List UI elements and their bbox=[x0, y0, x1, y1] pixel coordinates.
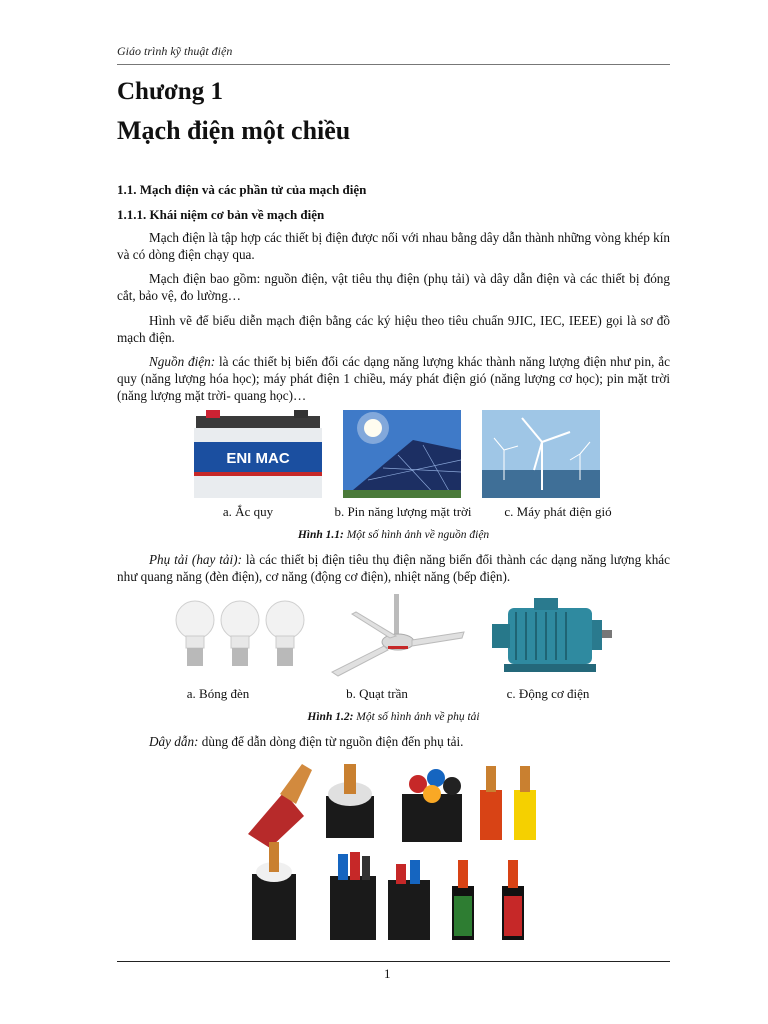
paragraph-definition bbox=[117, 229, 670, 263]
wind-turbine-image bbox=[482, 410, 600, 498]
term-load: Phụ tải (hay tải): bbox=[149, 552, 242, 567]
term-power-source: Nguồn điện: bbox=[149, 354, 216, 369]
paragraph-diagram bbox=[117, 312, 670, 346]
battery-image bbox=[188, 408, 328, 500]
paragraph-load bbox=[117, 551, 670, 585]
figure1-caption-a: a. Ắc quy bbox=[222, 504, 274, 519]
figure2-text: Một số hình ảnh về phụ tải bbox=[353, 711, 480, 723]
figure2-caption-b: b. Quạt trần bbox=[346, 686, 408, 701]
page-number: 1 bbox=[384, 966, 391, 981]
figure1-caption-b: b. Pin năng lượng mặt trời bbox=[334, 504, 472, 519]
chapter-number: Chương 1 bbox=[117, 78, 223, 105]
term-conductor: Dây dẫn: bbox=[149, 734, 199, 749]
ceiling-fan-image bbox=[328, 592, 468, 678]
footer-divider bbox=[117, 961, 670, 962]
paragraph-conductor bbox=[117, 733, 670, 750]
subsection-heading: 1.1.1. Khái niệm cơ bản về mạch điện bbox=[117, 207, 325, 222]
battery-brand-label: ENI MAC bbox=[226, 450, 290, 467]
header-divider bbox=[117, 64, 670, 65]
figure2-caption-a: a. Bóng đèn bbox=[186, 686, 250, 701]
figure1-title bbox=[117, 529, 670, 541]
figure1-label: Hình 1.1: bbox=[297, 529, 344, 541]
electric-motor-image bbox=[486, 594, 614, 678]
running-header: Giáo trình kỹ thuật điện bbox=[117, 44, 233, 58]
paragraph-text: Hình vẽ để biểu diễn mạch điện bằng các ký hiệu theo tiêu chuẩn 9JIC, IEC, IEEE) gọi là sơ đồ mạch điện. bbox=[117, 313, 670, 345]
paragraph-text: Mạch điện bao gồm: nguồn điện, vật tiêu thụ điện (phụ tải) và dây dẫn điện và các thiết bị đóng cắt, bảo vệ, đo lường… bbox=[117, 271, 670, 303]
paragraph-text: là các thiết bị điện tiêu thụ điện năng biến đổi thành các dạng năng lượng khác như quang năng (đèn điện), cơ năng (động cơ điện), nhiệt năng (bếp điện). bbox=[117, 552, 670, 584]
paragraph-power-source bbox=[117, 353, 670, 404]
paragraph-text: là các thiết bị biến đổi các dạng năng lượng khác thành năng lượng điện như pin, ắc quy (năng lượng hóa học); máy phát điện 1 chiều, máy phát điện gió (năng lượng cơ học); pin mặt trời (năng lượng mặt trời- quang học)… bbox=[117, 354, 670, 403]
light-bulb-image bbox=[170, 592, 310, 678]
cables-image bbox=[240, 756, 558, 942]
solar-panel-image bbox=[343, 410, 461, 498]
figure2-caption-c: c. Động cơ điện bbox=[506, 686, 590, 701]
paragraph-text: Mạch điện là tập hợp các thiết bị điện được nối với nhau bằng dây dẫn thành những vòng khép kín và có dòng điện chạy qua. bbox=[117, 230, 670, 262]
figure2-label: Hình 1.2: bbox=[307, 711, 354, 723]
chapter-title: Mạch điện một chiều bbox=[117, 116, 351, 145]
paragraph-text: dùng để dẫn dòng điện từ nguồn điện đến phụ tải. bbox=[198, 734, 464, 749]
section-heading: 1.1. Mạch điện và các phần tử của mạch điện bbox=[117, 182, 367, 197]
figure1-text: Một số hình ảnh về nguồn điện bbox=[343, 529, 490, 541]
figure2-title bbox=[117, 711, 670, 723]
paragraph-components bbox=[117, 270, 670, 304]
figure1-caption-c: c. Máy phát điện gió bbox=[504, 504, 612, 519]
